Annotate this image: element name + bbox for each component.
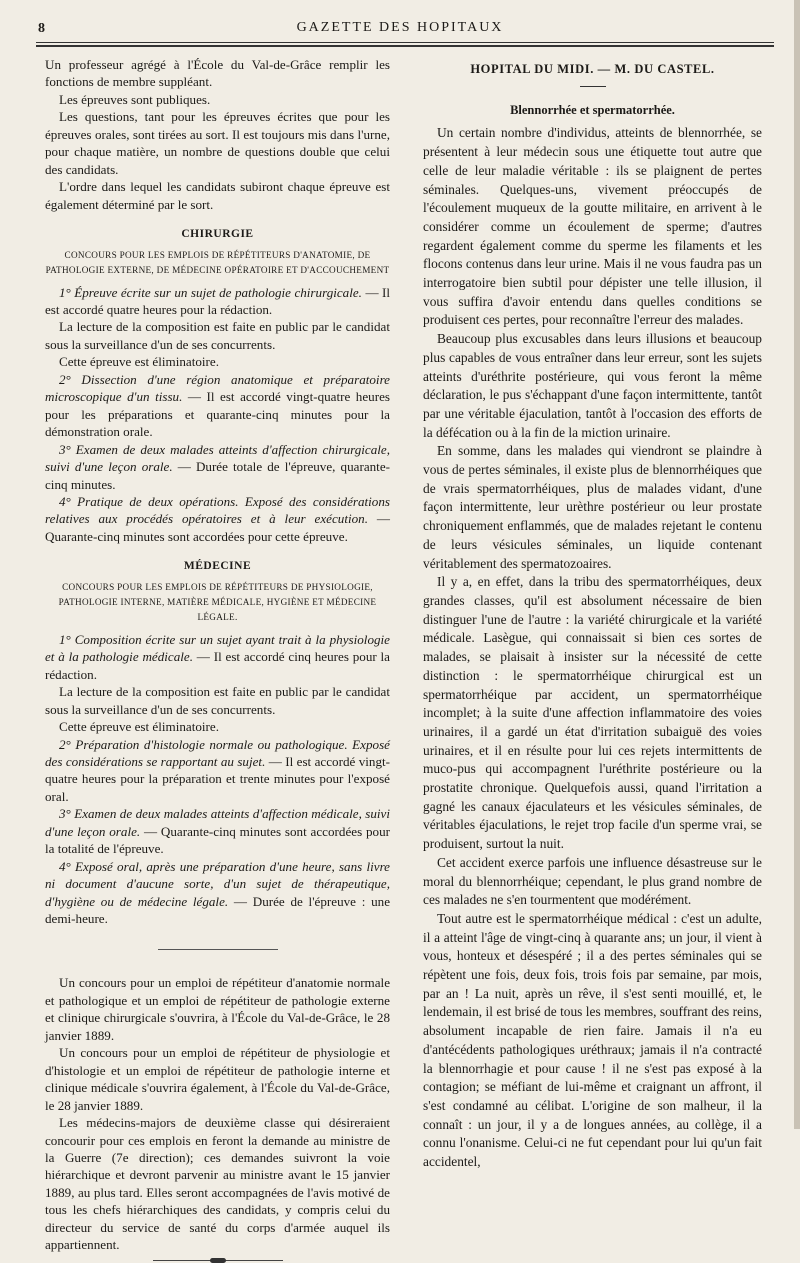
exam-item: Cette épreuve est éliminatoire. xyxy=(59,719,219,735)
page-edge xyxy=(794,0,800,1129)
heading-rule xyxy=(580,86,606,87)
section-heading-medecine: MÉDECINE xyxy=(183,560,252,573)
announcement-paragraph: Les médecins-majors de deuxième classe qui désireraient concourir pour ces emplois en feront la demande au ministre de la Guerre (7e direction); ces demandes suivront la voie hiérarchique et devront parvenir au ministre avant le 15 janvier 1889, au plus tard. Elles seront accompagnées de l'avis motivé de tous les chefs hiérarchiques des candidats, y compris celui du directeur du service de santé du corps d'armée auquel ils appartiennent. xyxy=(45,1115,390,1253)
exam-item: Cette épreuve est éliminatoire. xyxy=(59,354,219,370)
exam-item: 2° Préparation d'histologie normale ou pathologique. Exposé des considérations se rapportant au sujet. — Il est accordé vingt-quatre heures pour la préparation et trente minutes pour l'exposé oral. xyxy=(45,736,390,804)
right-column xyxy=(423,56,762,1172)
article-paragraph: En somme, dans les malades qui viendront se plaindre à vous de pertes séminales, il existe plus de blennorrhéiques que de vrais spermatorrhéiques, plus de malades vidant, d'une façon intermittente, leur urèthre postérieur ou leur prostate chroniquement enflammés, que de malades rejetant le contenu de leurs vésicules séminales, un liquide contenant véritablement des spermatozoaires. xyxy=(423,443,762,571)
exam-item: La lecture de la composition est faite en public par le candidat sous la surveillance d'un de ses concurrents. xyxy=(45,684,390,717)
left-column xyxy=(45,56,390,1261)
page-number: 8 xyxy=(38,21,45,36)
section-separator xyxy=(158,949,278,950)
header-rule xyxy=(36,42,774,43)
announcement-paragraph: Un concours pour un emploi de répétiteur d'anatomie normale et pathologique et un emploi de répétiteur de pathologie externe et clinique chirurgicale s'ouvrira, à l'École du Val-de-Grâce, le 28 janvier 1889. xyxy=(45,975,390,1043)
end-ornament xyxy=(153,1260,283,1261)
exam-item: 1° Composition écrite sur un sujet ayant trait à la physiologie et à la pathologie médicale. — Il est accordé cinq heures pour la rédaction. xyxy=(45,631,390,682)
intro-paragraph: Les épreuves sont publiques. xyxy=(59,91,211,107)
article-title: Blennorrhée et spermatorrhée. xyxy=(510,102,675,117)
article-paragraph: Cet accident exerce parfois une influence désastreuse sur le moral du blennorrhéique; cependant, le plus grand nombre de ces malades ne s'en tourmentent que modérément. xyxy=(423,854,762,908)
hospital-heading: HOPITAL DU MIDI. — M. DU CASTEL. xyxy=(470,62,715,76)
intro-paragraph: Les questions, tant pour les épreuves écrites que pour les épreuves orales, sont tirées au sort. Il est toujours mis dans l'urne, pour chaque matière, un nombre de questions double que celui des candidats. xyxy=(45,109,390,177)
journal-title: GAZETTE DES HOPITAUX xyxy=(296,20,504,35)
section-subheading-medecine: CONCOURS POUR LES EMPLOIS DE RÉPÉTITEURS DE PHYSIOLOGIE, PATHOLOGIE INTERNE, MATIÈRE MÉDICALE, HYGIÈNE ET MÉDECINE LÉGALE. xyxy=(58,581,377,622)
exam-item: 3° Examen de deux malades atteints d'affection chirurgicale, suivi d'une leçon orale. — Durée totale de l'épreuve, quarante-cinq minutes. xyxy=(45,441,390,492)
exam-item: La lecture de la composition est faite en public par le candidat sous la surveillance d'un de ses concurrents. xyxy=(45,319,390,352)
article-paragraph: Un certain nombre d'individus, atteints de blennorrhée, se présentent à leur médecin sous une étiquette tout autre que celle de leur maladie véritable : ils se plaignent de pertes séminales. Quelques-uns, vivement préoccupés de l'écoulement muqueux de la goutte militaire, en arrivent à le considérer comme un écoulement de sperme; d'autres regardent également comme du sperme les filaments et les flocons contenus dans leur urine. Mais il ne vous faudra pas un interrogatoire bien subtil pour dépister une telle illusion, il vous suffira d'avoir entendu dans quelles conditions se produisent ces pertes, pour reconnaître l'erreur des malades. xyxy=(423,125,762,328)
page-header xyxy=(30,18,770,40)
exam-item: 1° Épreuve écrite sur un sujet de pathologie chirurgicale. — Il est accordé quatre heures pour la rédaction. xyxy=(45,284,391,317)
exam-item: 4° Exposé oral, après une préparation d'une heure, sans livre ni document d'aucune sorte, d'un sujet de thérapeutique, d'hygiène ou de médecine légale. — Durée de l'épreuve : une demi-heure. xyxy=(45,858,391,927)
header-rule-thick xyxy=(36,45,774,47)
announcement-paragraph: Un concours pour un emploi de répétiteur de physiologie et d'histologie et un emploi de répétiteur de pathologie interne et clinique médicale s'ouvrira également, à l'École du Val-de-Grâce, le 28 janvier 1889. xyxy=(45,1045,390,1113)
section-heading-chirurgie: CHIRURGIE xyxy=(181,228,254,241)
exam-item: 2° Dissection d'une région anatomique et préparatoire microscopique d'un tissu. — Il est accordé vingt-quatre heures pour les préparations et quarante-cinq minutes pour la démonstration orale. xyxy=(45,371,390,440)
intro-paragraph: L'ordre dans lequel les candidats subiront chaque épreuve est également déterminé par le sort. xyxy=(45,179,390,212)
exam-item: 4° Pratique de deux opérations. Exposé des considérations relatives aux procédés opératoires et à leur exécution. — Quarante-cinq minutes sont accordées pour cette épreuve. xyxy=(45,493,390,544)
article-paragraph: Beaucoup plus excusables dans leurs illusions et beaucoup plus capables de vous entraîner dans leur erreur, sont les sujets atteints d'uréthrite postérieure, qui vous feront la même déclaration, le pus s'échappant d'une façon intermittente, tantôt par une véritable éjaculation, tantôt à l'occasion des efforts de la défécation ou à la fin de la miction urinaire. xyxy=(423,331,762,440)
intro-paragraph: Un professeur agrégé à l'École du Val-de-Grâce remplir les fonctions de membre suppléant. xyxy=(45,57,390,90)
article-paragraph: Il y a, en effet, dans la tribu des spermatorrhéiques, deux grandes classes, qu'il est absolument nécessaire de bien distinguer l'une de l'autre : la variété chirurgicale et la variété médicale. Lasègue, qui connaissait si bien ces sortes de malades, se plaisait à insister sur la nécessité de cette distinction : le spermatorrhéique chirurgical est un spermatorrhéique par accident, un spermatorrhéique incomplet; à la suite d'une affection inflammatoire des voies urinaires, il a gardé un état d'irritation subaiguë des voies urinaires, et il en résulte pour lui ces rejets intermittents de muco-pus qui accompagnent l'uréthrite postérieure ou la prostatite chronique. Quelquefois aussi, quand l'irritation a gagné les canaux éjaculateurs et les vésicules séminales, de véritables éjaculations, le rejet trop facile d'un sperme vrai, se produisent, surtout la nuit. xyxy=(423,574,762,852)
exam-item: 3° Examen de deux malades atteints d'affection médicale, suivi d'une leçon orale. — Quarante-cinq minutes sont accordées pour la totalité de l'épreuve. xyxy=(45,806,390,857)
article-paragraph: Tout autre est le spermatorrhéique médical : c'est un adulte, il a atteint l'âge de vingt-cinq à quarante ans; un jour, il vient à vous, honteux et désespéré ; il a des pertes séminales qui se répètent une fois, deux fois, trois fois par semaine, par mois, par an ! La nuit, après un rêve, il s'est senti mouillé, et, le lendemain, il est brisé de tous les membres, souffrant des reins, absolument incapable de rien faire. Jamais il n'a eu d'antécédents pathologiques uréthraux; jamais il n'a contracté la blennorrhagie et pour cause ! il ne s'est pas exposé à la contagion; se méfiant de lui-même et craignant un affront, il s'est condamné au célibat. L'origine de son malheur, il la connaît : un jour, il y a de longues années, au collège, il a connu l'onanisme. Celui-ci ne fut cependant pour lui qu'un fait accidentel, xyxy=(423,910,762,1170)
section-subheading-chirurgie: CONCOURS POUR LES EMPLOIS DE RÉPÉTITEURS D'ANATOMIE, DE PATHOLOGIE EXTERNE, DE MÉDECINE OPÉRATOIRE ET D'ACCOUCHEMENT xyxy=(45,249,390,275)
